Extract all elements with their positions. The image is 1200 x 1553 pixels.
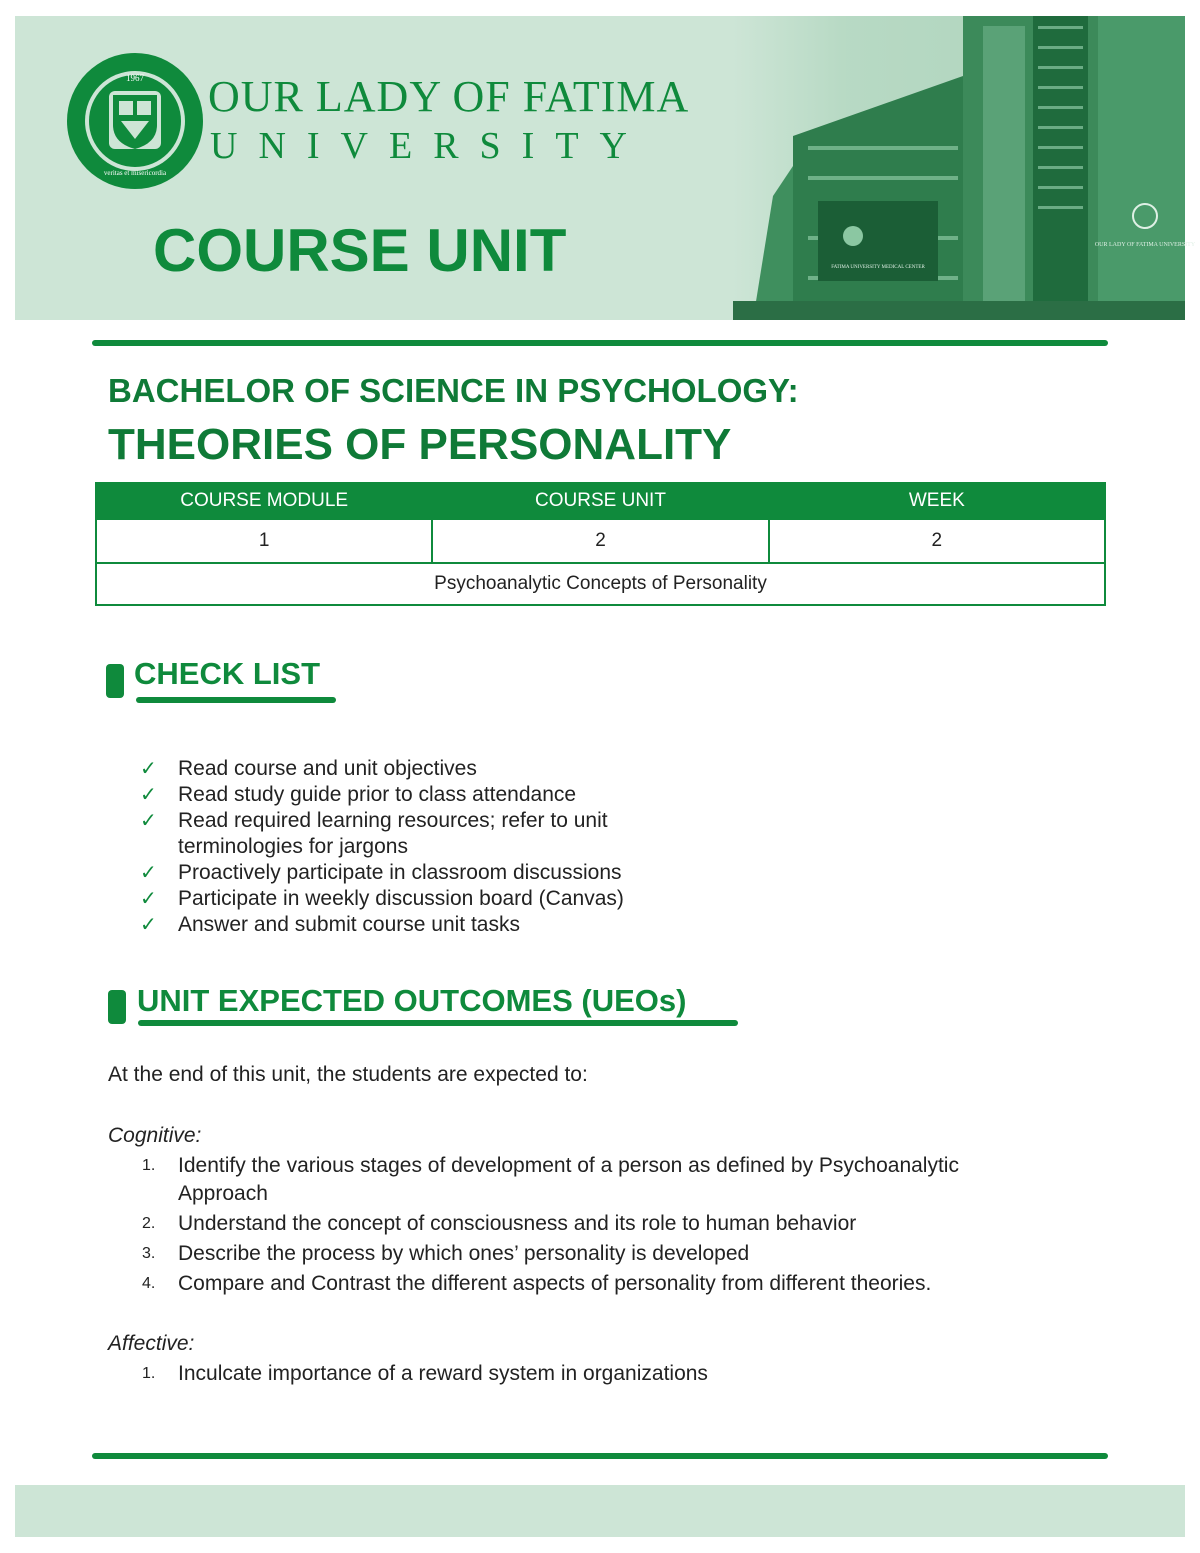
- check-icon: ✓: [140, 810, 157, 832]
- outcome-text: Understand the concept of consciousness and its role to human behavior: [178, 1212, 857, 1235]
- table-header-row: [96, 483, 1105, 519]
- list-item: [140, 886, 688, 912]
- university-seal: [65, 51, 205, 191]
- check-icon: ✓: [140, 784, 157, 806]
- list-item: [142, 1360, 1042, 1388]
- table-row: [96, 563, 1105, 605]
- week-value: 2: [769, 519, 1105, 563]
- header-week: WEEK: [769, 483, 1105, 519]
- list-item: [140, 756, 688, 782]
- checklist-item-text: Read course and unit objectives: [178, 757, 477, 780]
- item-number: 1.: [142, 1157, 156, 1174]
- university-name-line2: UNIVERSITY: [210, 125, 648, 167]
- list-item: [140, 912, 688, 938]
- item-number: 2.: [142, 1215, 156, 1232]
- outcome-text: Describe the process by which ones’ personality is developed: [178, 1242, 750, 1265]
- ueo-underline: [138, 1020, 738, 1026]
- outcome-text: Compare and Contrast the different aspects of personality from different theories.: [178, 1272, 932, 1295]
- header-course-unit: COURSE UNIT: [432, 483, 768, 519]
- checklist-item-text: Answer and submit course unit tasks: [178, 913, 520, 936]
- ueo-title: UNIT EXPECTED OUTCOMES (UEOs): [137, 983, 687, 1018]
- bottom-rule: [92, 1453, 1108, 1459]
- banner-title: COURSE UNIT: [153, 217, 567, 284]
- cognitive-outcomes: [142, 1152, 1042, 1300]
- seal-motto: veritas et misericordia: [103, 169, 167, 177]
- check-icon: ✓: [140, 862, 157, 884]
- outcome-text: Identify the various stages of development of a person as defined by Psychoanalytic Approach: [178, 1154, 959, 1205]
- cognitive-label: Cognitive:: [108, 1124, 202, 1147]
- checklist-item-text: Read required learning resources; refer to unit terminologies for jargons: [178, 809, 608, 858]
- checklist-title: CHECK LIST: [134, 656, 320, 691]
- header-banner: [15, 16, 1196, 320]
- list-item: [142, 1152, 1042, 1208]
- building-sign: FATIMA UNIVERSITY MEDICAL CENTER: [831, 265, 925, 270]
- building-sign-2: OUR LADY OF FATIMA UNIVERSITY: [1094, 242, 1196, 248]
- table-row: [96, 519, 1105, 563]
- checklist-underline: [136, 697, 336, 703]
- check-icon: ✓: [140, 888, 157, 910]
- university-name-line1: OUR LADY OF FATIMA: [208, 72, 690, 121]
- check-icon: ✓: [140, 914, 157, 936]
- checklist-marker: [106, 664, 124, 698]
- building-photo: [733, 16, 1196, 320]
- ueo-intro: At the end of this unit, the students are expected to:: [108, 1063, 588, 1086]
- check-icon: ✓: [140, 758, 157, 780]
- list-item: [140, 808, 688, 860]
- list-item: [142, 1240, 1042, 1268]
- item-number: 1.: [142, 1365, 156, 1382]
- course-info-table: [95, 482, 1106, 606]
- footer-band: [15, 1485, 1185, 1537]
- checklist-item-text: Participate in weekly discussion board (Canvas): [178, 887, 624, 910]
- ueo-marker: [108, 990, 126, 1024]
- unit-topic: Psychoanalytic Concepts of Personality: [96, 563, 1105, 605]
- list-item: [140, 782, 688, 808]
- course-module-value: 1: [96, 519, 432, 563]
- course-title: THEORIES OF PERSONALITY: [108, 420, 732, 469]
- item-number: 3.: [142, 1245, 156, 1262]
- course-unit-value: 2: [432, 519, 768, 563]
- list-item: [140, 860, 688, 886]
- top-rule: [92, 340, 1108, 346]
- program-title: BACHELOR OF SCIENCE IN PSYCHOLOGY:: [108, 372, 799, 409]
- affective-outcomes: [142, 1360, 1042, 1390]
- list-item: [142, 1210, 1042, 1238]
- seal-year: 1967: [126, 73, 144, 83]
- outcome-text: Inculcate importance of a reward system in organizations: [178, 1362, 708, 1385]
- checklist: [140, 756, 688, 938]
- checklist-item-text: Proactively participate in classroom discussions: [178, 861, 622, 884]
- checklist-item-text: Read study guide prior to class attendance: [178, 783, 577, 806]
- list-item: [142, 1270, 1042, 1298]
- item-number: 4.: [142, 1275, 156, 1292]
- affective-label: Affective:: [108, 1332, 195, 1355]
- header-course-module: COURSE MODULE: [96, 483, 432, 519]
